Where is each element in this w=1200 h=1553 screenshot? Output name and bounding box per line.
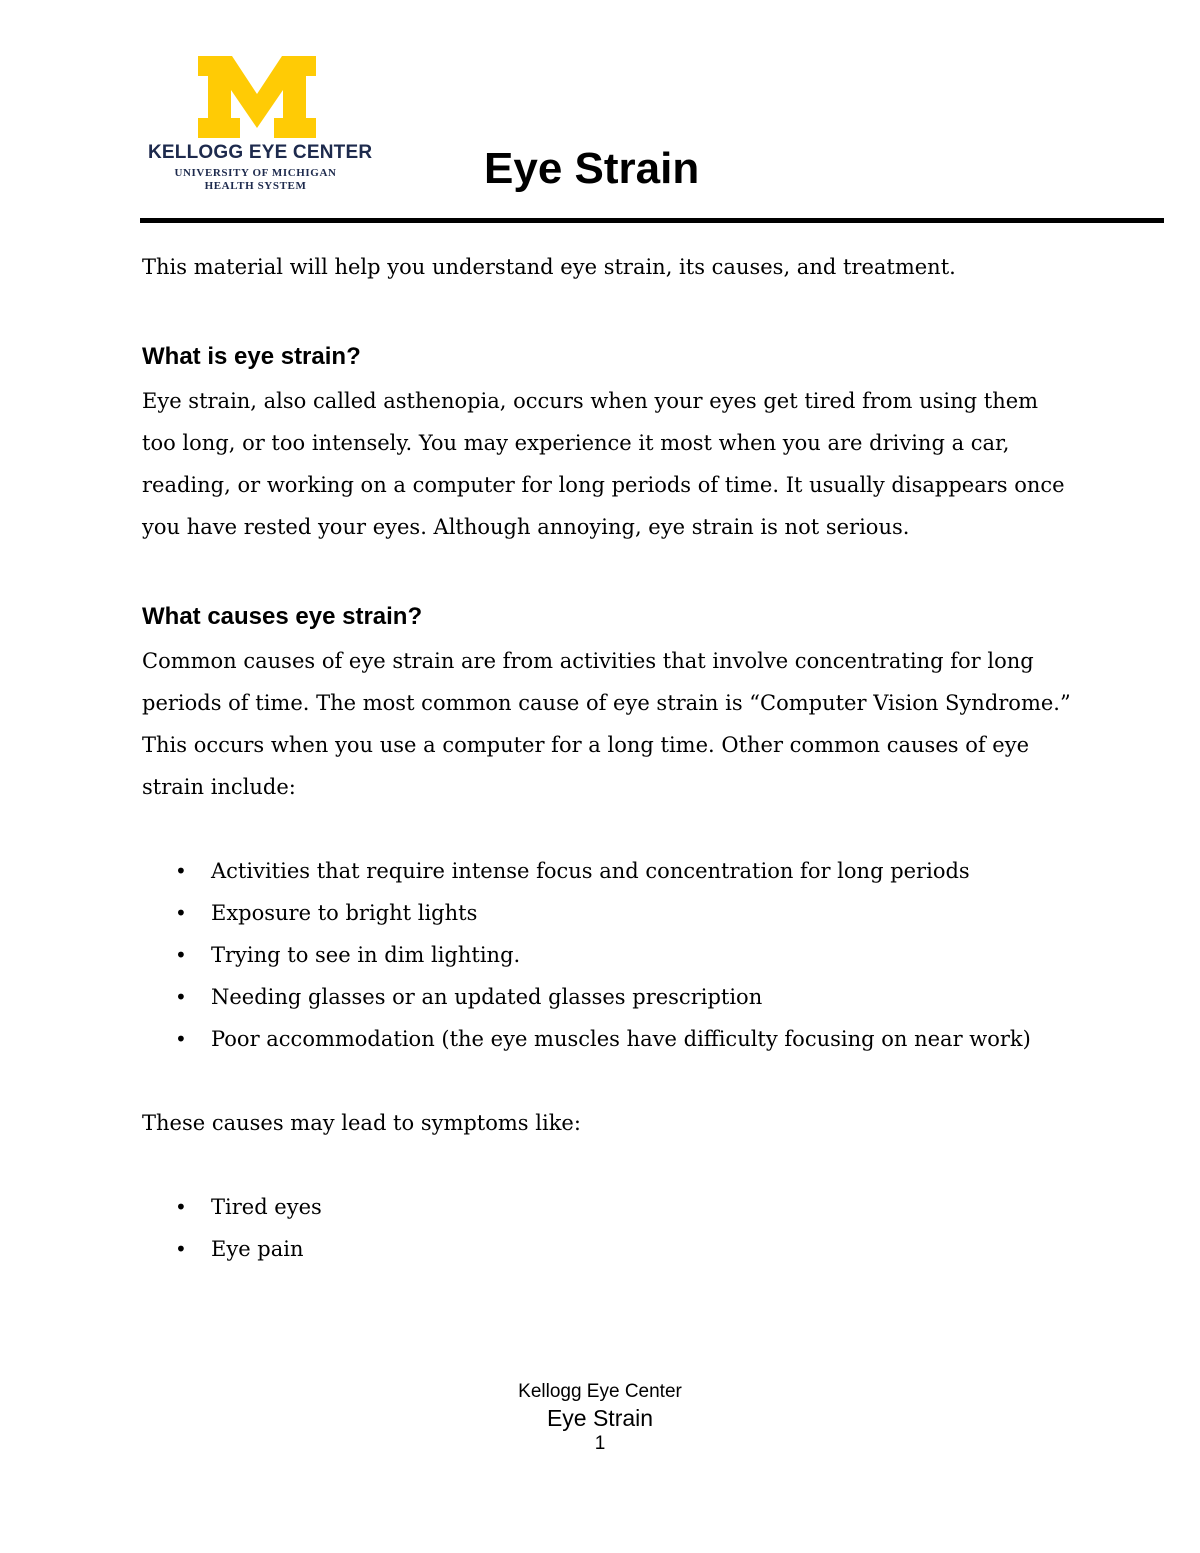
- list-item: • Eye pain: [142, 1228, 1072, 1270]
- footer-org: Kellogg Eye Center: [518, 1381, 682, 1402]
- logo-subtitle: [148, 167, 363, 193]
- section-paragraph-causes: Common causes of eye strain are from activities that involve concentrating for long periods of time. The most common cause of eye strain is “Computer Vision Syndrome.” This occurs when you use a computer for a long time. Other common causes of eye strain include:: [142, 649, 1071, 799]
- symptoms-intro: These causes may lead to symptoms like:: [142, 1111, 581, 1135]
- list-item: • Exposure to bright lights: [142, 892, 1072, 934]
- symptoms-list: [142, 1186, 1072, 1270]
- kellogg-eye-center-logo: [148, 56, 373, 196]
- footer-page-number: 1: [594, 1433, 606, 1454]
- page-title: Eye Strain: [484, 144, 700, 193]
- footer-doc-title: Eye Strain: [546, 1405, 654, 1431]
- list-item: • Needing glasses or an updated glasses prescription: [142, 976, 1072, 1018]
- list-item: • Poor accommodation (the eye muscles have difficulty focusing on near work): [142, 1018, 1072, 1060]
- section-heading-causes: What causes eye strain?: [142, 603, 423, 630]
- list-item: • Trying to see in dim lighting.: [142, 934, 1072, 976]
- page-footer: [0, 1380, 1200, 1456]
- header-rule: [140, 218, 1164, 223]
- logo-subtitle-line1: UNIVERSITY OF MICHIGAN: [174, 167, 337, 179]
- list-item: • Activities that require intense focus and concentration for long periods: [142, 850, 1072, 892]
- section-heading-what-is: What is eye strain?: [142, 343, 361, 370]
- logo-name: KELLOGG EYE CENTER: [148, 142, 373, 163]
- section-paragraph-what-is: Eye strain, also called asthenopia, occurs when your eyes get tired from using them too long, or too intensely. You may experience it most when you are driving a car, reading, or working on a computer for long periods of time. It usually disappears once you have rested your eyes. Although annoying, eye strain is not serious.: [142, 389, 1065, 539]
- causes-list: [142, 850, 1072, 1060]
- logo-subtitle-line2: HEALTH SYSTEM: [204, 180, 307, 192]
- block-m-logo-icon: [198, 56, 316, 138]
- intro-paragraph: This material will help you understand eye strain, its causes, and treatment.: [142, 255, 956, 279]
- list-item: • Tired eyes: [142, 1186, 1072, 1228]
- document-body: [142, 246, 1072, 1270]
